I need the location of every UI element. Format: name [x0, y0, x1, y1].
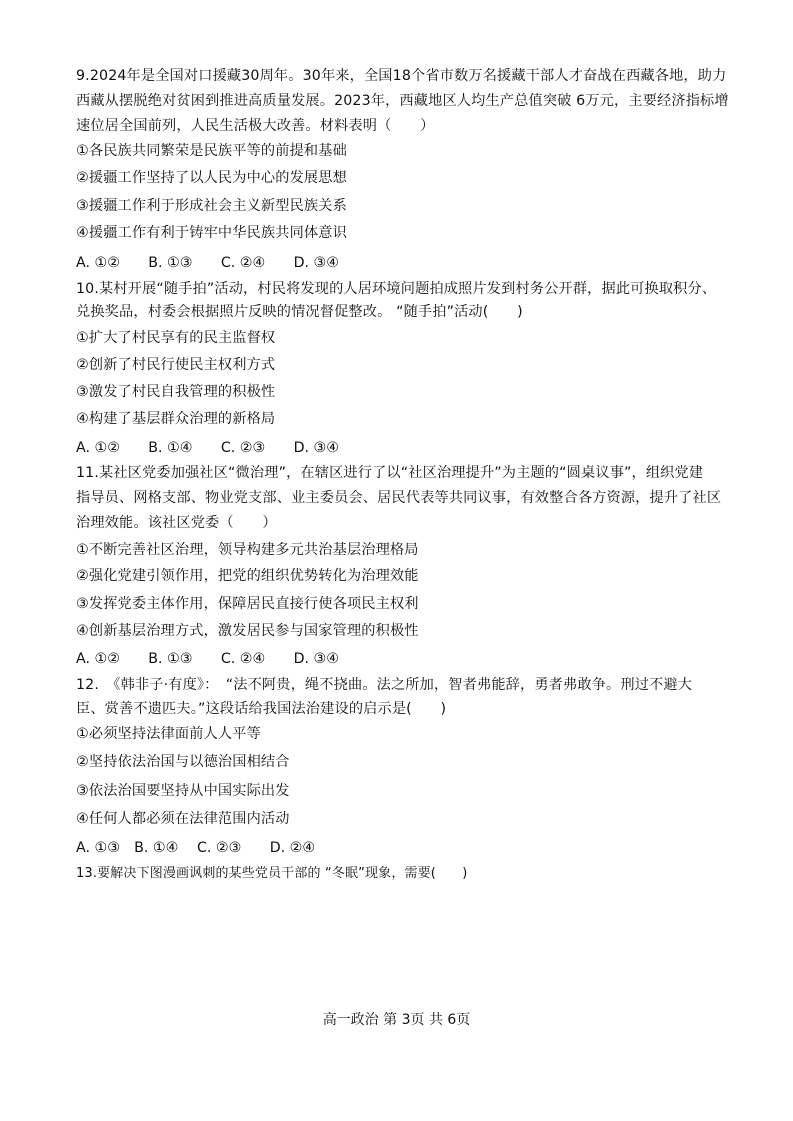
- q9-item-4: ④援疆工作有利于铸牢中华民族共同体意识: [76, 225, 347, 241]
- q9-stem-line-2: 西藏从摆脱绝对贫困到推进高质量发展。2023年，西藏地区人均生产总值突破 6万元，主要经济指标增: [76, 93, 729, 109]
- q9-item-2: ②援疆工作坚持了以人民为中心的发展思想: [76, 170, 347, 186]
- q10-answer-options: A. ①② B. ①④ C. ②③ D. ③④: [76, 440, 339, 456]
- page-footer: 高一政治 第 3页 共 6页: [322, 1012, 471, 1028]
- q11-answer-options: A. ①② B. ①③ C. ②④ D. ③④: [76, 651, 339, 667]
- q10-item-2: ②创新了村民行使民主权利方式: [76, 357, 276, 373]
- q12-stem-line-1: 12. 《韩非子·有度》： “法不阿贵，绳不挠曲。法之所加，智者弗能辞，勇者弗敢争。刑过不避大: [76, 677, 693, 693]
- q9-stem-line-1: 9.2024年是全国对口援藏30周年。30年来，全国18个省市数万名援藏干部人才奋战在西藏各地，助力: [76, 68, 727, 84]
- q12-item-1: ①必须坚持法律面前人人平等: [76, 726, 261, 742]
- q12-item-3: ③依法治国要坚持从中国实际出发: [76, 783, 290, 799]
- q10-item-3: ③激发了村民自我管理的积极性: [76, 384, 276, 400]
- q12-item-4: ④任何人都必须在法律范围内活动: [76, 811, 290, 827]
- q11-item-1: ①不断完善社区治理，领导构建多元共治基层治理格局: [76, 542, 419, 558]
- q9-answer-options: A. ①② B. ①③ C. ②④ D. ③④: [76, 255, 339, 271]
- q13-stem-line-1: 13.要解决下图漫画讽刺的某些党员干部的 “冬眠”现象，需要( ): [76, 866, 468, 881]
- q9-stem-line-3: 速位居全国前列，人民生活极大改善。材料表明（ ）: [76, 118, 435, 134]
- q11-item-4: ④创新基层治理方式，激发居民参与国家管理的积极性: [76, 623, 419, 639]
- q11-item-2: ②强化党建引领作用，把党的组织优势转化为治理效能: [76, 568, 419, 584]
- q9-item-3: ③援疆工作利于形成社会主义新型民族关系: [76, 198, 347, 214]
- q10-stem-line-2: 兑换奖品，村委会根据照片反映的情况督促整改。 “随手拍”活动( ): [76, 304, 523, 320]
- q11-stem-line-2: 指导员、网格支部、物业党支部、业主委员会、居民代表等共同议事，有效整合各方资源，提升了社区: [76, 490, 722, 506]
- q9-item-1: ①各民族共同繁荣是民族平等的前提和基础: [76, 143, 347, 159]
- q11-item-3: ③发挥党委主体作用，保障居民直接行使各项民主权利: [76, 596, 419, 612]
- q12-item-2: ②坚持依法治国与以德治国相结合: [76, 754, 290, 770]
- q11-stem-line-3: 治理效能。该社区党委（ ）: [76, 515, 277, 531]
- q11-stem-line-1: 11.某社区党委加强社区“微治理”，在辖区进行了以“社区治理提升”为主题的“圆桌议事”，组织党建: [76, 465, 704, 481]
- q12-stem-line-2: 臣、赏善不遗匹夫。”这段话给我国法治建设的启示是( ): [76, 701, 447, 717]
- q10-item-1: ①扩大了村民享有的民主监督权: [76, 330, 276, 346]
- q10-stem-line-1: 10.某村开展“随手拍”活动，村民将发现的人居环境问题拍成照片发到村务公开群，据此可换取积分、: [76, 281, 717, 297]
- q10-item-4: ④构建了基层群众治理的新格局: [76, 411, 276, 427]
- q12-answer-options: A. ①③ B. ①④ C. ②③ D. ②④: [76, 840, 316, 856]
